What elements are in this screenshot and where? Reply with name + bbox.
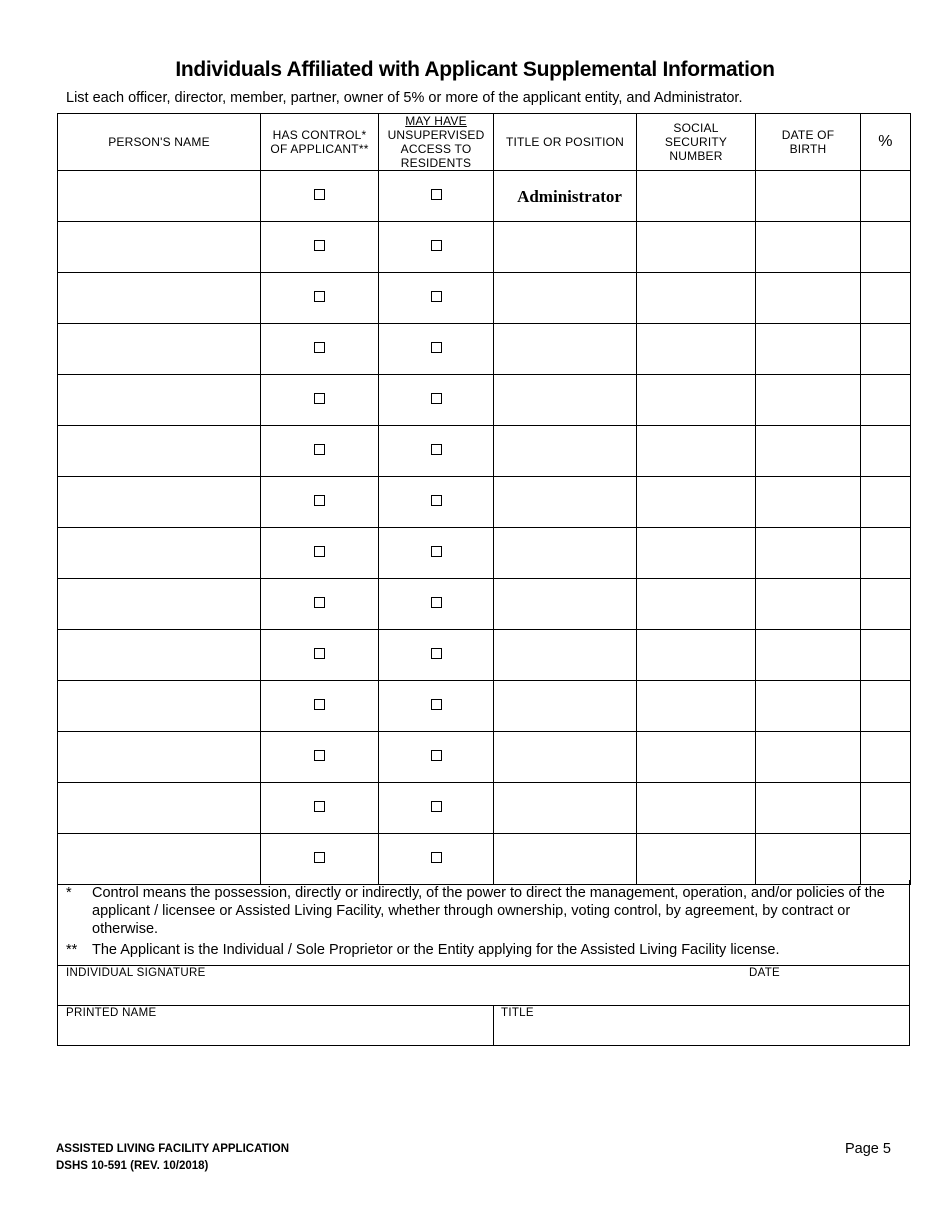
- ssn-cell[interactable]: [637, 783, 756, 834]
- percent-cell[interactable]: [861, 222, 911, 273]
- percent-cell[interactable]: [861, 375, 911, 426]
- percent-cell[interactable]: [861, 324, 911, 375]
- table-row: [58, 732, 911, 783]
- unsupervised-access-checkbox[interactable]: [431, 495, 442, 506]
- title-value: [494, 706, 636, 707]
- persons-name-cell[interactable]: [58, 324, 261, 375]
- table-row: [58, 834, 911, 885]
- title-or-position-cell[interactable]: [494, 579, 637, 630]
- has-control-checkbox[interactable]: [314, 393, 325, 404]
- header-unsupervised-access: MAY HAVE UNSUPERVISED ACCESS TO RESIDENTS: [379, 114, 494, 171]
- title-or-position-cell[interactable]: [494, 171, 637, 222]
- has-control-checkbox[interactable]: [314, 648, 325, 659]
- has-control-cell: [261, 732, 379, 783]
- has-control-checkbox[interactable]: [314, 852, 325, 863]
- ssn-cell[interactable]: [637, 630, 756, 681]
- ssn-cell[interactable]: [637, 222, 756, 273]
- ssn-cell[interactable]: [637, 732, 756, 783]
- has-control-cell: [261, 528, 379, 579]
- printed-name-label: PRINTED NAME: [66, 1007, 157, 1019]
- percent-cell[interactable]: [861, 681, 911, 732]
- title-field[interactable]: [495, 1021, 908, 1045]
- title-value: [494, 859, 636, 860]
- signature-row: [57, 965, 910, 1006]
- footnotes-box: [57, 880, 910, 966]
- unsupervised-access-cell: [379, 171, 494, 222]
- percent-cell[interactable]: [861, 171, 911, 222]
- has-control-checkbox[interactable]: [314, 597, 325, 608]
- page-title: Individuals Affiliated with Applicant Supplemental Information: [175, 58, 775, 81]
- title-or-position-cell[interactable]: [494, 681, 637, 732]
- has-control-checkbox[interactable]: [314, 750, 325, 761]
- title-value: [494, 400, 636, 401]
- unsupervised-access-cell: [379, 426, 494, 477]
- table-row: [58, 579, 911, 630]
- header-persons-name: PERSON'S NAME: [58, 114, 261, 171]
- date-field[interactable]: [748, 981, 908, 1005]
- persons-name-cell[interactable]: [58, 528, 261, 579]
- persons-name-cell[interactable]: [58, 222, 261, 273]
- table-body: [58, 171, 911, 885]
- header-title-or-position: TITLE OR POSITION: [494, 114, 637, 171]
- title-value: Administrator: [517, 186, 622, 206]
- instructions-text: List each officer, director, member, partner, owner of 5% or more of the applicant entity, and Administrator.: [66, 90, 743, 106]
- title-or-position-cell[interactable]: [494, 426, 637, 477]
- ssn-cell[interactable]: [637, 426, 756, 477]
- date-of-birth-cell[interactable]: [756, 783, 861, 834]
- title-value: [494, 604, 636, 605]
- printed-name-field[interactable]: [59, 1021, 491, 1045]
- date-of-birth-cell[interactable]: [756, 426, 861, 477]
- percent-cell[interactable]: [861, 834, 911, 885]
- title-value: [494, 655, 636, 656]
- title-value: [494, 451, 636, 452]
- table-row: [58, 222, 911, 273]
- has-control-checkbox[interactable]: [314, 342, 325, 353]
- title-or-position-cell[interactable]: [494, 324, 637, 375]
- footnote-text: Control means the possession, directly or indirectly, of the power to direct the management, operation, and/or policies of the applicant / licensee or Assisted Living Facility, whether through ownership, voting control, by agreement, by contract or otherwise.: [92, 885, 885, 937]
- title-value: [494, 298, 636, 299]
- has-control-checkbox[interactable]: [314, 291, 325, 302]
- percent-cell[interactable]: [861, 426, 911, 477]
- footnote-control: [66, 884, 906, 938]
- ssn-cell[interactable]: [637, 273, 756, 324]
- date-of-birth-cell[interactable]: [756, 375, 861, 426]
- has-control-cell: [261, 630, 379, 681]
- ssn-cell[interactable]: [637, 579, 756, 630]
- title-or-position-cell[interactable]: [494, 477, 637, 528]
- table-row: [58, 273, 911, 324]
- footnote-text: The Applicant is the Individual / Sole Proprietor or the Entity applying for the Assisted Living Facility license.: [92, 942, 780, 958]
- persons-name-cell[interactable]: [58, 681, 261, 732]
- has-control-checkbox[interactable]: [314, 189, 325, 200]
- unsupervised-access-checkbox[interactable]: [431, 801, 442, 812]
- unsupervised-access-checkbox[interactable]: [431, 597, 442, 608]
- date-of-birth-cell[interactable]: [756, 579, 861, 630]
- title-value: [494, 808, 636, 809]
- title-or-position-cell[interactable]: [494, 783, 637, 834]
- page-number: Page 5: [845, 1141, 891, 1157]
- date-of-birth-cell[interactable]: [756, 681, 861, 732]
- unsupervised-access-checkbox[interactable]: [431, 750, 442, 761]
- unsupervised-access-checkbox[interactable]: [431, 546, 442, 557]
- date-of-birth-cell[interactable]: [756, 528, 861, 579]
- persons-name-cell[interactable]: [58, 579, 261, 630]
- percent-cell[interactable]: [861, 273, 911, 324]
- unsupervised-access-cell: [379, 477, 494, 528]
- persons-name-cell[interactable]: [58, 477, 261, 528]
- unsupervised-access-cell: [379, 681, 494, 732]
- title-value: [494, 502, 636, 503]
- date-of-birth-cell[interactable]: [756, 222, 861, 273]
- individual-signature-field[interactable]: [59, 981, 744, 1005]
- unsupervised-access-cell: [379, 222, 494, 273]
- has-control-cell: [261, 426, 379, 477]
- table-row: [58, 630, 911, 681]
- title-or-position-cell[interactable]: [494, 834, 637, 885]
- title-value: [494, 349, 636, 350]
- percent-cell[interactable]: [861, 579, 911, 630]
- has-control-checkbox[interactable]: [314, 699, 325, 710]
- ssn-cell[interactable]: [637, 477, 756, 528]
- percent-cell[interactable]: [861, 630, 911, 681]
- percent-cell[interactable]: [861, 528, 911, 579]
- unsupervised-access-checkbox[interactable]: [431, 393, 442, 404]
- date-label: DATE: [749, 967, 781, 979]
- title-value: [494, 247, 636, 248]
- title-or-position-cell[interactable]: [494, 273, 637, 324]
- unsupervised-access-cell: [379, 273, 494, 324]
- has-control-cell: [261, 783, 379, 834]
- title-or-position-cell[interactable]: [494, 222, 637, 273]
- ssn-cell[interactable]: [637, 171, 756, 222]
- has-control-cell: [261, 324, 379, 375]
- has-control-cell: [261, 171, 379, 222]
- individual-signature-label: INDIVIDUAL SIGNATURE: [66, 967, 206, 979]
- unsupervised-access-cell: [379, 324, 494, 375]
- unsupervised-access-checkbox[interactable]: [431, 852, 442, 863]
- percent-cell[interactable]: [861, 732, 911, 783]
- footnote-mark: *: [66, 885, 72, 901]
- unsupervised-access-checkbox[interactable]: [431, 699, 442, 710]
- title-label: TITLE: [501, 1007, 534, 1019]
- unsupervised-access-checkbox[interactable]: [431, 648, 442, 659]
- title-value: [494, 757, 636, 758]
- persons-name-cell[interactable]: [58, 171, 261, 222]
- title-or-position-cell[interactable]: [494, 375, 637, 426]
- ssn-cell[interactable]: [637, 324, 756, 375]
- has-control-checkbox[interactable]: [314, 240, 325, 251]
- table-row: [58, 681, 911, 732]
- header-ssn: SOCIAL SECURITY NUMBER: [637, 114, 756, 171]
- persons-name-cell[interactable]: [58, 783, 261, 834]
- ssn-cell[interactable]: [637, 375, 756, 426]
- has-control-checkbox[interactable]: [314, 801, 325, 812]
- unsupervised-access-cell: [379, 528, 494, 579]
- has-control-cell: [261, 222, 379, 273]
- unsupervised-access-checkbox[interactable]: [431, 444, 442, 455]
- ssn-cell[interactable]: [637, 681, 756, 732]
- unsupervised-access-cell: [379, 579, 494, 630]
- title-or-position-cell[interactable]: [494, 630, 637, 681]
- date-of-birth-cell[interactable]: [756, 630, 861, 681]
- has-control-cell: [261, 834, 379, 885]
- has-control-checkbox[interactable]: [314, 495, 325, 506]
- has-control-checkbox[interactable]: [314, 546, 325, 557]
- percent-cell[interactable]: [861, 783, 911, 834]
- unsupervised-access-checkbox[interactable]: [431, 342, 442, 353]
- has-control-cell: [261, 375, 379, 426]
- table-row: [58, 324, 911, 375]
- persons-name-cell[interactable]: [58, 630, 261, 681]
- table-row: [58, 375, 911, 426]
- date-of-birth-cell[interactable]: [756, 171, 861, 222]
- title-or-position-cell[interactable]: [494, 732, 637, 783]
- header-date-of-birth: DATE OF BIRTH: [756, 114, 861, 171]
- unsupervised-access-cell: [379, 375, 494, 426]
- persons-name-cell[interactable]: [58, 834, 261, 885]
- has-control-cell: [261, 579, 379, 630]
- date-of-birth-cell[interactable]: [756, 732, 861, 783]
- table-row: [58, 528, 911, 579]
- has-control-cell: [261, 477, 379, 528]
- unsupervised-access-cell: [379, 732, 494, 783]
- table-row: [58, 477, 911, 528]
- title-value: [494, 553, 636, 554]
- ssn-cell[interactable]: [637, 834, 756, 885]
- unsupervised-access-checkbox[interactable]: [431, 291, 442, 302]
- table-row: [58, 171, 911, 222]
- header-has-control: HAS CONTROL* OF APPLICANT**: [261, 114, 379, 171]
- field-divider: [493, 1006, 494, 1045]
- affiliated-individuals-table: [57, 113, 911, 885]
- percent-cell[interactable]: [861, 477, 911, 528]
- persons-name-cell[interactable]: [58, 426, 261, 477]
- date-of-birth-cell[interactable]: [756, 324, 861, 375]
- persons-name-cell[interactable]: [58, 375, 261, 426]
- date-of-birth-cell[interactable]: [756, 273, 861, 324]
- printed-name-row: [57, 1005, 910, 1046]
- has-control-cell: [261, 681, 379, 732]
- footnote-mark: **: [66, 942, 78, 958]
- has-control-cell: [261, 273, 379, 324]
- title-or-position-cell[interactable]: [494, 528, 637, 579]
- form-name: ASSISTED LIVING FACILITY APPLICATION: [56, 1143, 289, 1155]
- unsupervised-access-checkbox[interactable]: [431, 240, 442, 251]
- persons-name-cell[interactable]: [58, 273, 261, 324]
- footnote-applicant: [66, 941, 906, 959]
- table-header-row: [58, 114, 911, 171]
- unsupervised-access-cell: [379, 834, 494, 885]
- unsupervised-access-checkbox[interactable]: [431, 189, 442, 200]
- unsupervised-access-cell: [379, 630, 494, 681]
- table-row: [58, 426, 911, 477]
- form-number: DSHS 10-591 (REV. 10/2018): [56, 1160, 209, 1172]
- date-of-birth-cell[interactable]: [756, 834, 861, 885]
- header-percent: %: [861, 114, 911, 171]
- table-row: [58, 783, 911, 834]
- unsupervised-access-cell: [379, 783, 494, 834]
- ssn-cell[interactable]: [637, 528, 756, 579]
- date-of-birth-cell[interactable]: [756, 477, 861, 528]
- has-control-checkbox[interactable]: [314, 444, 325, 455]
- persons-name-cell[interactable]: [58, 732, 261, 783]
